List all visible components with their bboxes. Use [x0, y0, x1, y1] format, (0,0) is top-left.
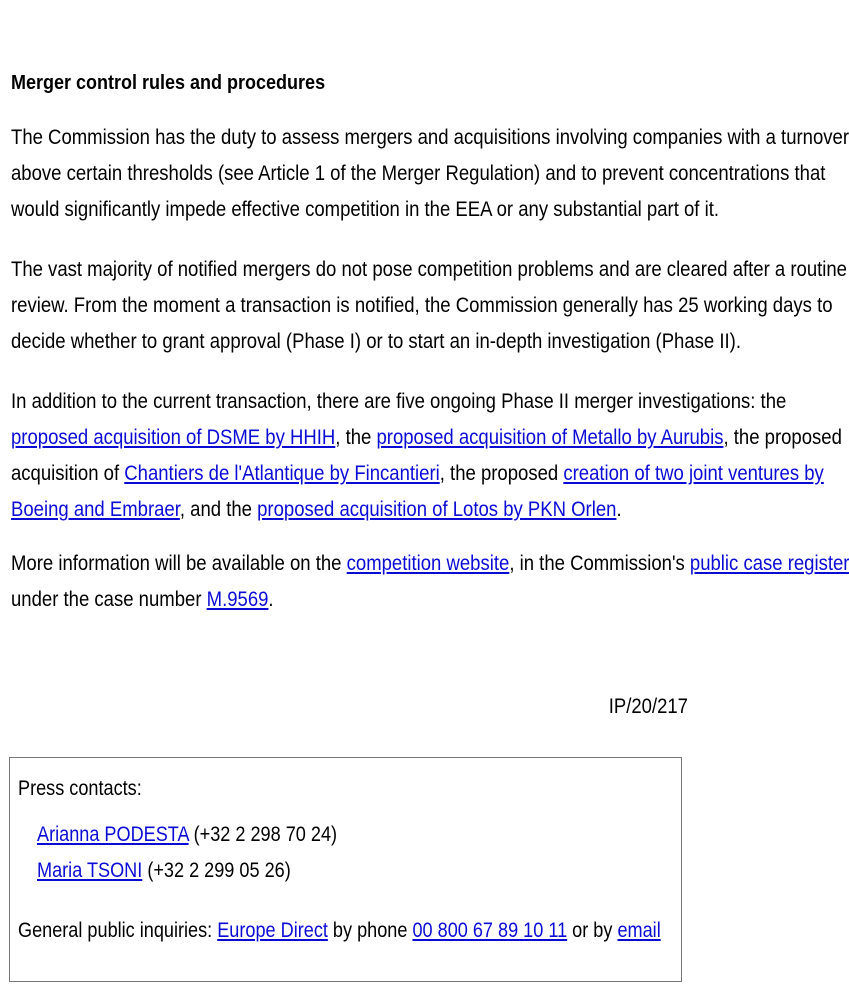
- contact-row: [37, 820, 692, 850]
- paragraph-line: [11, 420, 842, 456]
- public-inquiries-line: [18, 916, 673, 946]
- inline-text: or by: [567, 919, 618, 942]
- link-competition-website[interactable]: competition website: [346, 552, 510, 575]
- paragraph-line: The vast majority of notified mergers do not pose competition problems and are cleared after a routine: [11, 258, 847, 281]
- contact-row: [37, 856, 692, 886]
- inline-text: by phone: [327, 919, 413, 942]
- link-case-number[interactable]: M.9569: [206, 588, 269, 611]
- paragraph-line: above certain thresholds (see Article 1 of the Merger Regulation) and to prevent concentrations that: [11, 162, 826, 185]
- paragraph-ongoing-investigations: [11, 384, 842, 528]
- paragraph-line: In addition to the current transaction, there are five ongoing Phase II merger investigations: the: [11, 390, 787, 413]
- paragraph-line: review. From the moment a transaction is notified, the Commission generally has 25 working days to: [11, 294, 833, 317]
- paragraph-line: would significantly impede effective competition in the EEA or any substantial part of it.: [11, 198, 719, 221]
- contact-phone: (+32 2 298 70 24): [188, 823, 338, 846]
- inline-text: More information will be available on the: [11, 552, 347, 575]
- link-boeing-embraer[interactable]: creation of two joint ventures by: [563, 462, 824, 485]
- link-lotos-pkn-orlen[interactable]: proposed acquisition of Lotos by PKN Orlen: [257, 498, 617, 521]
- link-dsme-hhih[interactable]: proposed acquisition of DSME by HHIH: [11, 426, 336, 449]
- inline-text: acquisition of: [11, 462, 125, 485]
- link-metallo-aurubis[interactable]: proposed acquisition of Metallo by Aurubis: [376, 426, 724, 449]
- paragraph-line: decide whether to grant approval (Phase I) or to start an in-depth investigation (Phase II).: [11, 330, 741, 353]
- inline-text: , the proposed: [439, 462, 564, 485]
- paragraph-merger-rules: [11, 120, 849, 228]
- paragraph-line: [11, 546, 849, 582]
- link-phone-number[interactable]: 00 800 67 89 10 11: [412, 919, 568, 942]
- contact-phone: (+32 2 299 05 26): [142, 859, 291, 882]
- paragraph-line: [11, 582, 673, 618]
- inline-text: , in the Commission's: [509, 552, 690, 575]
- link-email[interactable]: email: [617, 919, 661, 942]
- inline-text: , the: [335, 426, 377, 449]
- press-contacts-title: Press contacts:: [18, 777, 142, 800]
- press-release-reference: IP/20/217: [608, 695, 688, 718]
- paragraph-line: [11, 492, 673, 528]
- paragraph-phase-review: [11, 252, 847, 360]
- inline-text: .: [268, 588, 274, 611]
- paragraph-more-information: [11, 546, 849, 618]
- inline-text: General public inquiries:: [18, 919, 218, 942]
- link-boeing-embraer[interactable]: Boeing and Embraer: [11, 498, 180, 521]
- inline-text: .: [616, 498, 622, 521]
- section-heading: Merger control rules and procedures: [11, 72, 326, 94]
- inline-text: , and the: [179, 498, 258, 521]
- link-public-case-register[interactable]: public case register: [689, 552, 849, 575]
- link-chantiers-fincantieri[interactable]: Chantiers de l'Atlantique by Fincantieri: [124, 462, 440, 485]
- inline-text: under the case number: [11, 588, 207, 611]
- press-contacts-box: [9, 757, 682, 982]
- contact-name-link[interactable]: Arianna PODESTA: [37, 823, 189, 846]
- paragraph-line: [11, 456, 824, 492]
- paragraph-line: The Commission has the duty to assess mergers and acquisitions involving companies with a turnover: [11, 126, 849, 149]
- contact-name-link[interactable]: Maria TSONI: [37, 859, 143, 882]
- link-europe-direct[interactable]: Europe Direct: [217, 919, 328, 942]
- inline-text: , the proposed: [723, 426, 842, 449]
